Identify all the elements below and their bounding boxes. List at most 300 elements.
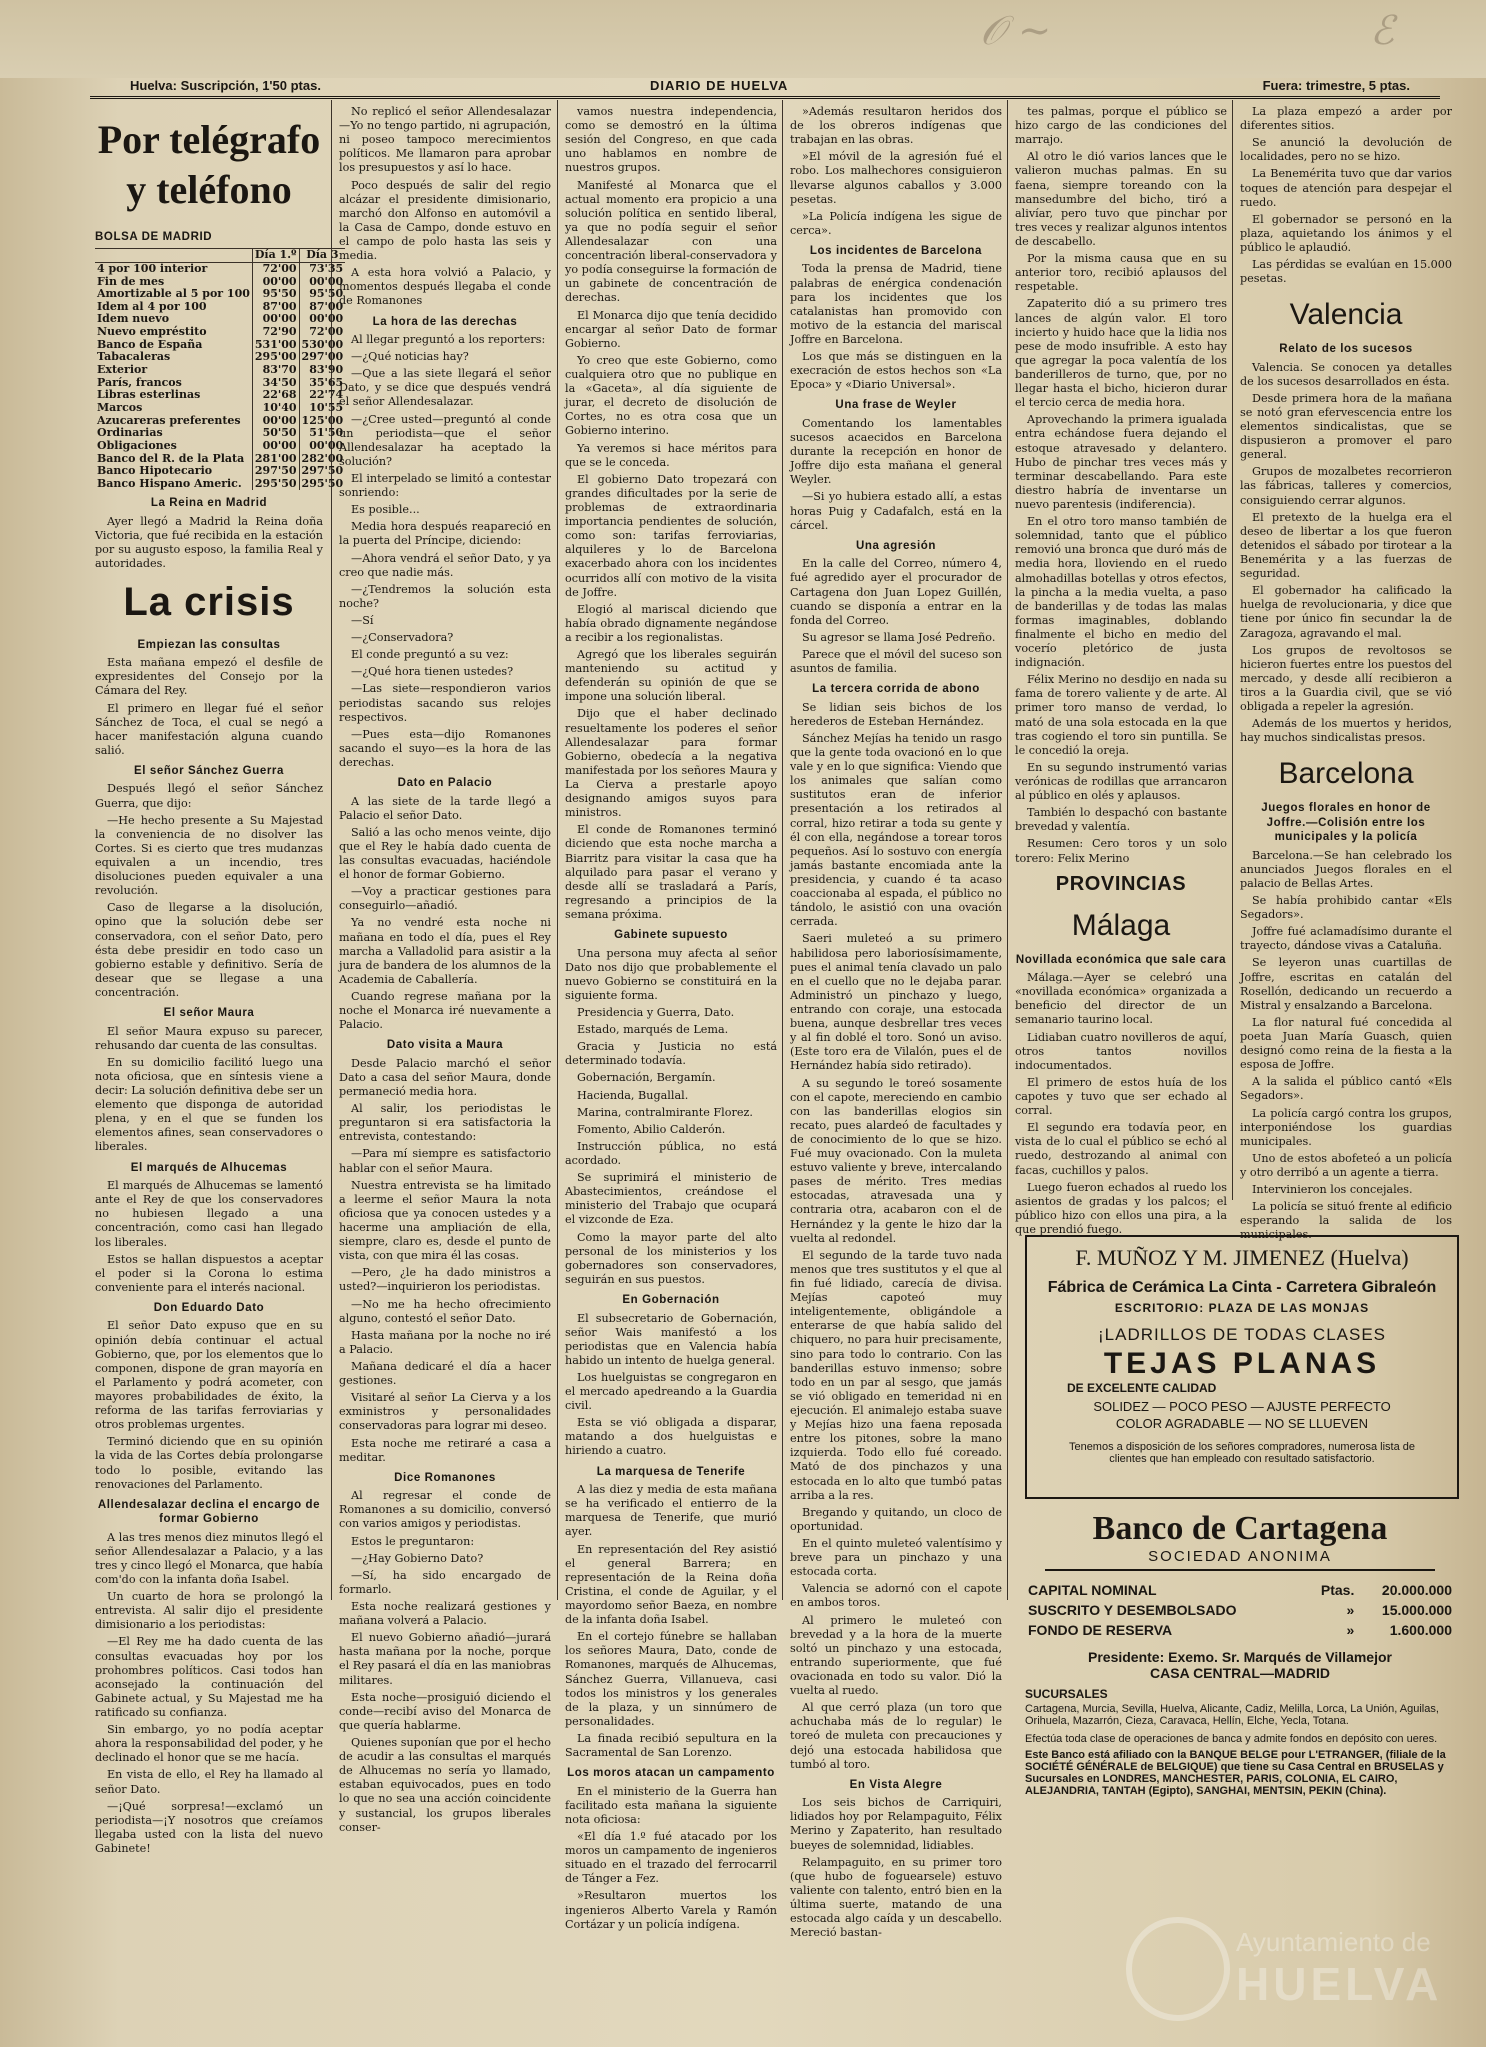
bolsa-row bbox=[95, 364, 345, 377]
article-paragraph: Instrucción pública, no está acordado. bbox=[565, 1139, 777, 1168]
article-paragraph: Al salir, los periodistas le preguntaron si era satisfactoria la entrevista, contestando: bbox=[339, 1102, 551, 1144]
article-paragraph: —Si yo hubiera estado allí, a estas horas Puig y Cadafalch, está en la cárcel. bbox=[790, 490, 1002, 532]
article-paragraph: A las diez y media de esta mañana se ha verificado el entierro de la marquesa de Tenerife, que murió ayer. bbox=[565, 1483, 777, 1539]
ad-solidez: SOLIDEZ — POCO PESO — AJUSTE PERFECTO bbox=[1093, 1399, 1391, 1414]
bank-capital-table bbox=[1025, 1579, 1455, 1641]
bolsa-price: 297'50 bbox=[252, 465, 299, 478]
subheading: La tercera corrida de abono bbox=[812, 683, 980, 696]
provincias-heading: PROVINCIAS bbox=[1055, 872, 1187, 895]
bank-sucursales: Cartagena, Murcia, Sevilla, Huelva, Alicante, Cadiz, Melilla, Lorca, La Unión, Aguilas, Orihuela, Mazarrón, Cieza, Caravaca, Hellín, Elche, Yecla, Totana. bbox=[1025, 1703, 1439, 1727]
bolsa-price: 83'90 bbox=[299, 364, 345, 377]
article-paragraph: Nuestra entrevista se ha limitado a leerme el señor Maura la nota oficiosa que ya conocen ustedes y a hacerme una ampliación de ella, siempre, claro es, desde el punto de vista, con que mira él las cosas. bbox=[339, 1178, 551, 1263]
bank-capital-row bbox=[1027, 1621, 1453, 1639]
article-paragraph: Félix Merino no desdijo en nada su fama de torero valiente y de arte. Al primer toro manso de verdad, lo mató de una sola estocada en la que tras cogiendo el toro sin puntilla. Se le concedió la oreja. bbox=[1015, 673, 1227, 757]
article-paragraph: Se leyeron unas cuartillas de Joffre, escritas en catalán del Rosellón, dedicando un recuerdo a Mistral y ensalzando a Barcelona. bbox=[1240, 956, 1452, 1012]
bolsa-price: 00'00 bbox=[299, 276, 345, 289]
bolsa-security-name: Azucareras preferentes bbox=[97, 413, 241, 427]
bank-president: Presidente: Exemo. Sr. Marqués de Villamejor bbox=[1088, 1649, 1392, 1665]
subheading: Los incidentes de Barcelona bbox=[809, 244, 983, 257]
article-paragraph: Los huelguistas se congregaron en el mercado apedreando a la Guardia civil. bbox=[565, 1370, 777, 1413]
article-paragraph: —¿Conservadora? bbox=[351, 631, 454, 645]
bolsa-header-day3: Día 3 bbox=[299, 249, 345, 263]
bank-capital-amount: 20.000.000 bbox=[1381, 1582, 1452, 1598]
bank-central: CASA CENTRAL—MADRID bbox=[1150, 1665, 1330, 1681]
bank-capital-label: CAPITAL NOMINAL bbox=[1028, 1582, 1157, 1598]
article-paragraph: —He hecho presente a Su Majestad la conveniencia de no disolver las Cortes. Si es cierto que tres mudanzas equivalen a un incendio, tres disoluciones pueden equivaler a una revolución. bbox=[95, 813, 323, 898]
bolsa-price: 72'00 bbox=[252, 262, 299, 275]
article-paragraph: Los seis bichos de Carriquiri, lidiados hoy por Relampaguito, Félix Merino y Zapaterito, han resultado bueyes de solemnidad, lidiables. bbox=[790, 1796, 1002, 1852]
article-paragraph: El marqués de Alhucemas se lamentó ante el Rey de que los conservadores no hubiesen llegado a una concentración, como casi han llegado los liberales. bbox=[95, 1179, 323, 1249]
watermark-line1: Ayuntamiento de bbox=[1236, 1927, 1431, 1957]
bolsa-security-name: Banco Hipotecario bbox=[97, 464, 213, 478]
article-paragraph: También lo despachó con bastante brevedad y valentía. bbox=[1015, 806, 1227, 834]
city-heading-valencia: Valencia bbox=[1289, 298, 1403, 332]
article-paragraph: El conde preguntó a su vez: bbox=[351, 648, 509, 662]
article-paragraph: Sánchez Mejías ha tenido un rasgo que la gente toda ovacionó en lo que vale y en lo que significa: Viendo que los animales que salían como sustitutos eran de inferior presentación a los retirados al corral, hizo retirar a toda su gente y él con ella, negándose a torear toros pequeños. Así lo sostuvo con energía jamás bastante encomiada ante la presidencia, y cuando é ta acaso coaccionaba al espada, el público no tándolo, le asistió con una ovación cerrada. bbox=[790, 731, 1002, 929]
bolsa-price: 295'50 bbox=[252, 478, 299, 491]
bolsa-price: 34'50 bbox=[252, 377, 299, 390]
article-paragraph: Gracia y Justicia no está determinado todavía. bbox=[565, 1040, 777, 1068]
bolsa-security-name: Fin de mes bbox=[97, 274, 165, 288]
ad-ladrillos: ¡LADRILLOS DE TODAS CLASES bbox=[1097, 1325, 1387, 1344]
subheading: La hora de las derechas bbox=[372, 315, 518, 328]
article-paragraph: El segundo de la tarde tuvo nada menos que tres sustitutos y el que al fin fué lidiado, carecía de divisa. Mejías capoteó muy inteligentemente, obligándole a enterarse de que había salido del chiquero, no para huir precisamente, sino para todo lo contrario. Con las banderillas estuvo inmenso; sobre todo en un par al sesgo, que jamás se vió obligado en temeridad ni en ejecución. El animalejo estaba suave y Mejías hizo una faena reposada entre los pitones, sobre la mano izquierda. Todo ello fué coreado. Mató de dos pinchazos y una estocada en lo alto que tumbó patas arriba a la res. bbox=[790, 1248, 1002, 1502]
article-paragraph: Los que más se distinguen en la execración de estos hechos son «La Epoca» y «Diario Universal». bbox=[790, 350, 1002, 392]
bolsa-row bbox=[95, 262, 345, 275]
article-paragraph: En el ministerio de la Guerra han facilitado esta mañana la siguiente nota oficiosa: bbox=[565, 1784, 777, 1826]
article-paragraph: —Las siete—respondieron varios periodistas sacando sus relojes respectivos. bbox=[339, 682, 551, 724]
bolsa-price: 00'00 bbox=[252, 415, 299, 428]
bolsa-security-name: Banco del R. de la Plata bbox=[97, 451, 245, 465]
bolsa-price: 22'74 bbox=[299, 389, 345, 402]
article-paragraph: Manifesté al Monarca que el actual momento era propicio a una solución política en sentido liberal, ya que no podía seguir el señor Allendesalazar con una concentración liberal-conservadora y yo podía conseguirse la formación de un gabinete de concentración de derechas. bbox=[565, 178, 777, 305]
article-paragraph: Se anunció la devolución de localidades, pero no se hizo. bbox=[1240, 136, 1452, 164]
article-paragraph: Su agresor se llama José Pedreño. bbox=[802, 630, 996, 644]
article-paragraph: Media hora después reapareció en la puerta del Príncipe, diciendo: bbox=[339, 520, 551, 548]
article-paragraph: Lidiaban cuatro novilleros de aquí, otros tantos novillos indocumentados. bbox=[1015, 1030, 1227, 1072]
article-paragraph: Como la mayor parte del alto personal de los ministerios y los gobernadores son conservadores, seguirán en sus puestos. bbox=[565, 1230, 777, 1286]
bolsa-price: 297'00 bbox=[299, 351, 345, 364]
bolsa-security-name: Idem nuevo bbox=[97, 312, 170, 326]
subheading: Dice Romanones bbox=[394, 1471, 496, 1484]
article-paragraph: vamos nuestra independencia, como se demostró en la última sesión del Congreso, en que cada uno hablamos en nombre de nuestros grupos. bbox=[565, 105, 777, 175]
article-paragraph: Presidencia y Guerra, Dato. bbox=[577, 1006, 735, 1020]
bolsa-price: 73'35 bbox=[299, 262, 345, 275]
subheading: En Vista Alegre bbox=[849, 1778, 943, 1791]
bolsa-price: 531'00 bbox=[252, 339, 299, 352]
bank-capital-unit: Ptas. bbox=[1320, 1582, 1355, 1598]
article-paragraph: Un cuarto de hora se prolongó la entrevista. Al salir dijo el presidente dimisionario a los periodistas: bbox=[95, 1590, 323, 1632]
bank-type: SOCIEDAD ANONIMA bbox=[1045, 1548, 1435, 1571]
article-paragraph: El señor Dato expuso que en su opinión debía continuar el actual Gobierno, que, por los elementos que lo componen, dispone de gran mayoría en el Parlamento y podrá acometer, con mayores probabilidades de éxito, la reforma de las tarifas ferroviarias y otros problemas urgentes. bbox=[95, 1319, 323, 1432]
bolsa-row bbox=[95, 478, 345, 491]
top-margin bbox=[0, 0, 1486, 78]
bank-capital-amount: 1.600.000 bbox=[1389, 1622, 1452, 1638]
article-paragraph: Parece que el móvil del suceso son asuntos de familia. bbox=[790, 647, 1002, 676]
article-paragraph: Salió a las ocho menos veinte, dijo que el Rey le había dado cuenta de las consultas evacuadas, haciéndole el honor de formar Gobierno. bbox=[339, 825, 551, 882]
handwritten-mark: ℰ bbox=[1370, 8, 1395, 54]
article-paragraph: Una persona muy afecta al señor Dato nos dijo que probablemente el nuevo Gobierno se constituirá en la siguiente forma. bbox=[565, 946, 777, 1002]
article-paragraph: Los grupos de revoltosos se hicieron fuertes entre los puestos del mercado, y desde allí recibieron a tiros a la Guardia civil, que se vió obligada a repeler la agresión. bbox=[1240, 643, 1452, 714]
article-paragraph: Al regresar el conde de Romanones a su domicilio, conversó con varios amigos y periodistas. bbox=[339, 1489, 551, 1531]
article-paragraph: Aprovechando la primera igualada entra echándose fuera dejando el estoque atravesado y delantero. Hubo de pinchar tres veces más y terminar descabellando. Para este diestro habría de inventarse un nuevo parentesis (indiferencia). bbox=[1015, 413, 1227, 511]
article-paragraph: Estos se hallan dispuestos a aceptar el poder si la Corona lo estima conveniente para el interés nacional. bbox=[95, 1252, 323, 1294]
article-paragraph: Comentando los lamentables sucesos acaecidos en Barcelona durante la recepción en honor de Joffre dijo esta mañana el general Weyler. bbox=[790, 416, 1002, 487]
article-paragraph: —¿Qué noticias hay? bbox=[351, 350, 469, 364]
bank-capital-rows bbox=[1027, 1581, 1453, 1639]
article-paragraph: Dijo que el haber declinado resueltamente los poderes el señor Allendesalazar para formar Gobierno, obedecía a la negativa manifestada por los señores Maura y La Cierva a prestarle apoyo designando amigos suyos para ministros. bbox=[565, 707, 777, 820]
article-paragraph: El Monarca dijo que tenía decidido encargar al señor Dato de formar Gobierno. bbox=[565, 308, 777, 350]
bolsa-row bbox=[95, 465, 345, 478]
article-paragraph: Terminó diciendo que en su opinión la vida de las Cortes debía prolongarse todo lo posible, evitando las renovaciones del Parlamento. bbox=[95, 1435, 323, 1491]
article-paragraph: Al que cerró plaza (un toro que achuchaba más de lo regular) le toreó de muleta con precauciones y dejó una estocada habilidosa que tumbó al toro. bbox=[790, 1701, 1002, 1771]
ad-color: COLOR AGRADABLE — NO SE LLUEVEN bbox=[1115, 1416, 1369, 1431]
article-paragraph: Las pérdidas se evalúan en 15.000 pesetas. bbox=[1240, 258, 1452, 286]
article-paragraph: El primero en llegar fué el señor Sánchez de Toca, el cual se negó a hacer manifestación alguna cuando salió. bbox=[95, 701, 323, 757]
article-paragraph: —Pues esta—dijo Romanones sacando el suyo—es la hora de las derechas. bbox=[339, 727, 551, 769]
article-paragraph: Caso de llegarse a la disolución, opino que la solución debe ser conservadora, con el señor Dato, pero ésta debe presidir en todo caso un gobierno estable y definitivo. Sería de desear que se llegase a una concentración. bbox=[95, 901, 323, 1000]
bank-capital-row bbox=[1027, 1601, 1453, 1619]
subheading: Allendesalazar declina el encargo de formar Gobierno bbox=[97, 1498, 321, 1526]
subheading: El señor Maura bbox=[163, 1007, 255, 1020]
article-paragraph: Mañana dedicaré el día a hacer gestiones. bbox=[339, 1359, 551, 1388]
bolsa-security-name: París, francos bbox=[97, 375, 182, 389]
reina-title: La Reina en Madrid bbox=[150, 497, 268, 510]
article-paragraph: Es posible... bbox=[351, 503, 420, 517]
article-paragraph: Joffre fué aclamadísimo durante el trayecto, dándose vivas a Cataluña. bbox=[1240, 925, 1452, 953]
bolsa-row bbox=[95, 326, 345, 339]
article-paragraph: El gobierno Dato tropezará con grandes dificultades por la serie de problemas de extraordinaria importancia pendientes de solución, como son: tarifas ferroviarias, alquileres y lo de Barcelona exacerbado ahora con los incidentes ocurridos allí con motivo de la visita de Joffre. bbox=[565, 472, 777, 599]
bank-sucursales-title: SUCURSALES bbox=[1025, 1687, 1108, 1701]
article-paragraph: A esta hora volvió a Palacio, y momentos después llegaba el conde de Romanones bbox=[339, 266, 551, 308]
article-paragraph: —Para mí siempre es satisfactorio hablar con el señor Maura. bbox=[339, 1147, 551, 1175]
subheading: En Gobernación bbox=[622, 1294, 720, 1307]
article-paragraph: Hasta mañana por la noche no iré a Palacio. bbox=[339, 1328, 551, 1356]
subheading: Dato visita a Maura bbox=[386, 1039, 504, 1052]
article-paragraph: Por la misma causa que en su anterior toro, recibió aplausos del respetable. bbox=[1015, 252, 1227, 294]
article-paragraph: —¿Hay Gobierno Dato? bbox=[351, 1551, 484, 1565]
article-paragraph: El interpelado se limitó a contestar sonriendo: bbox=[339, 472, 551, 500]
ad-footer: Tenemos a disposición de los señores compradores, numerosa lista de clientes que han empleado con resultado satisfactorio. bbox=[1068, 1441, 1416, 1465]
article-paragraph: La flor natural fué concedida al poeta Juan María Guasch, quien designó como reina de la fiesta a la esposa de Joffre. bbox=[1240, 1015, 1452, 1072]
bolsa-price: 00'00 bbox=[252, 276, 299, 289]
article-paragraph: —Sí bbox=[351, 613, 374, 627]
subheading: Don Eduardo Dato bbox=[153, 1301, 265, 1314]
article-paragraph: El subsecretario de Gobernación, señor Wais manifestó a los periodistas que en Valencia había habido un intento de huelga general. bbox=[565, 1311, 777, 1367]
article-paragraph: »La Policía indígena les sigue de cerca». bbox=[790, 209, 1002, 237]
article-paragraph: Esta noche me retiraré a casa a meditar. bbox=[339, 1436, 551, 1464]
bank-capital-label: SUSCRITO Y DESEMBOLSADO bbox=[1028, 1602, 1237, 1618]
bolsa-row bbox=[95, 427, 345, 440]
article-paragraph: A las tres menos diez minutos llegó el señor Allendesalazar a Palacio, y a las tres y cinco llegó el Monarca, que había com'do con la infanta doña Isabel. bbox=[95, 1530, 323, 1587]
article-paragraph: En su domicilio facilitó luego una nota oficiosa, que en síntesis viene a decir: La solución definitiva debe ser un elemento que disponga de autoridad plena, y en el que se funden los elementos afines, sean conservadores o liberales. bbox=[95, 1055, 323, 1154]
article-paragraph: Bregando y quitando, un cloco de oportunidad. bbox=[790, 1505, 1002, 1533]
subheading: Relato de los sucesos bbox=[1279, 343, 1413, 356]
article-paragraph: En el quinto muleteó valentísimo y breve para un pinchazo y una estocada corta. bbox=[790, 1537, 1002, 1579]
article-paragraph: Luego fueron echados al ruedo los asientos de gradas y los palcos; el público hizo con ellos una pira, a la que prendió fuego. bbox=[1015, 1180, 1227, 1237]
article-paragraph: Intervinieron los concejales. bbox=[1252, 1183, 1413, 1197]
article-paragraph: El pretexto de la huelga era el deseo de libertar a los que fueron detenidos el sábado por tirotear a la Benemérita y a las fuerzas de seguridad. bbox=[1240, 510, 1452, 581]
article-paragraph: En el otro toro manso también de solemnidad, tanto que el público removió una bronca que duró más de media hora, lloviendo en el ruedo almohadillas botellas y otros efectos, la pincha a la media vuelta, a paso de banderillas y de todas las malas formas imaginables, doblando finalmente el bicho en medio del vocerío pletórico de justa indignación. bbox=[1015, 515, 1227, 670]
bolsa-price: 00'00 bbox=[252, 440, 299, 453]
bolsa-header-row bbox=[95, 249, 345, 263]
article-paragraph: Uno de estos abofeteó a un policía y otro derribó a un agente a tierra. bbox=[1240, 1151, 1452, 1179]
article-paragraph: Se suprimirá el ministerio de Abastecimientos, creándose el ministerio del Trabajo que ocupará el vizconde de Eza. bbox=[565, 1171, 777, 1227]
subheading: Una agresión bbox=[855, 539, 937, 552]
bank-capital-row bbox=[1027, 1581, 1453, 1599]
ad-firm-name: F. MUÑOZ Y M. JIMENEZ (Huelva) bbox=[1075, 1245, 1409, 1270]
coat-of-arms-icon bbox=[1126, 1917, 1230, 2021]
bolsa-header-day1: Día 1.º bbox=[252, 249, 299, 263]
article-paragraph: Ya no vendré esta noche ni mañana en todo el día, pues el Rey marcha a Valladolid para asistir a la jura de bandera de los alumnos de la Academia de Caballería. bbox=[339, 916, 551, 986]
article-paragraph: »Resultaron muertos los ingenieros Alberto Varela y Ramón Cortázar y un policía indígena. bbox=[565, 1889, 777, 1931]
bank-name: Banco de Cartagena bbox=[1092, 1510, 1388, 1547]
article-paragraph: La policía se situó frente al edificio esperando la salida de los municipales. bbox=[1240, 1200, 1452, 1242]
article-paragraph: El segundo era todavía peor, en vista de lo cual el público se echó al ruedo, destrozando al animal con facas, cuchillos y palos. bbox=[1015, 1121, 1227, 1177]
handwritten-mark: 𝒪 ∼ bbox=[980, 8, 1052, 54]
article-paragraph: Al otro le dió varios lances que le valieron muchas palmas. En su faena, siempre toreando con la mansedumbre del bicho, tiró a alivíar, pero tuvo que pinchar por tres veces y realizar algunos intentos de descabello. bbox=[1015, 150, 1227, 248]
bolsa-price: 00'00 bbox=[252, 313, 299, 326]
article-paragraph: Marina, contralmirante Florez. bbox=[577, 1105, 753, 1119]
ad-calidad: DE EXCELENTE CALIDAD bbox=[1067, 1381, 1217, 1395]
column-rule bbox=[1007, 100, 1008, 1600]
bolsa-price: 51'50 bbox=[299, 427, 345, 440]
article-paragraph: Al llegar preguntó a los reporters: bbox=[351, 333, 546, 347]
bolsa-price: 282'00 bbox=[299, 453, 345, 466]
bolsa-price: 87'00 bbox=[252, 301, 299, 314]
article-paragraph: En vista de ello, el Rey ha llamado al señor Dato. bbox=[95, 1768, 323, 1796]
bolsa-price: 50'50 bbox=[252, 427, 299, 440]
article-paragraph: »El móvil de la agresión fué el robo. Los malhechores consiguieron llevarse algunos caballos y 3.000 pesetas. bbox=[790, 150, 1002, 206]
article-paragraph: Además de los muertos y heridos, hay muchos sindicalistas presos. bbox=[1240, 717, 1452, 745]
header-subscription-local: Huelva: Suscripción, 1'50 ptas. bbox=[130, 78, 321, 93]
subheading: La marquesa de Tenerife bbox=[596, 1465, 746, 1478]
article-paragraph: —¿Cree usted—preguntó al conde un periodista—que el señor Allendesalazar ha aceptado la solución? bbox=[339, 412, 551, 468]
bolsa-price: 10'40 bbox=[252, 402, 299, 415]
bolsa-row bbox=[95, 440, 345, 453]
article-paragraph: El conde de Romanones terminó diciendo que esta noche marcha a Biarritz para visitar la casa que ha alquilado para pasar el verano y desde allí se trasladará a París, regresando a principios de la semana próxima. bbox=[565, 823, 777, 922]
article-paragraph: A la salida el público cantó «Els Segadors». bbox=[1240, 1075, 1452, 1103]
bolsa-security-name: Libras esterlinas bbox=[97, 388, 201, 402]
bolsa-security-name: 4 por 100 interior bbox=[97, 261, 208, 275]
article-paragraph: La plaza empezó a arder por diferentes sitios. bbox=[1240, 105, 1452, 133]
article-paragraph: Esta se vió obligada a disparar, matando a dos huelguistas e hiriendo a cuatro. bbox=[565, 1416, 777, 1458]
ad-tejas-planas: TEJAS PLANAS bbox=[1103, 1347, 1381, 1380]
article-paragraph: Esta noche realizará gestiones y mañana volverá a Palacio. bbox=[339, 1600, 551, 1628]
bank-operations: Efectúa toda clase de operaciones de banca y admite fondos en depósito con ueres. bbox=[1025, 1733, 1438, 1745]
bolsa-security-name: Amortizable al 5 por 100 bbox=[97, 287, 250, 301]
article-paragraph: »Además resultaron heridos dos de los obreros indígenas que trabajan en las obras. bbox=[790, 105, 1002, 147]
bolsa-price: 72'90 bbox=[252, 326, 299, 339]
article-paragraph: Relampaguito, en su primer toro (que hubo de foguearsele) estuvo valiente con talento, entró bien en la última suerte, matando de una estocada algo caída y un descabello. Mereció bastan- bbox=[790, 1855, 1002, 1940]
section-title: Por telégrafo y teléfono bbox=[97, 117, 321, 213]
ceramica-advertisement bbox=[1025, 1235, 1459, 1499]
page-header bbox=[90, 78, 1440, 99]
article-paragraph: Desde primera hora de la mañana se notó gran efervescencia entre los elementos sindicalistas, que se dispusieron a promover el paro general. bbox=[1240, 391, 1452, 462]
article-paragraph: Al primero le muleteó con brevedad y a la hora de la muerte soltó un pinchazo y una estocada, entrando superiormente, que fué ovacionada en todo su valor. Dió la vuelta al ruedo. bbox=[790, 1613, 1002, 1698]
article-paragraph: —Voy a practicar gestiones para conseguirlo—añadió. bbox=[339, 885, 551, 913]
article-paragraph: Se lidian seis bichos de los herederos de Esteban Hernández. bbox=[790, 700, 1002, 728]
article-paragraph: Ayer llegó a Madrid la Reina doña Victoria, que fué recibida en la estación por su augusto esposo, la familia Real y autoridades. bbox=[95, 514, 323, 571]
bank-capital-amount: 15.000.000 bbox=[1381, 1602, 1452, 1618]
article-paragraph: Esta mañana empezó el desfile de expresidentes del Consejo por la Cámara del Rey. bbox=[95, 656, 323, 698]
bolsa-price: 00'00 bbox=[299, 440, 345, 453]
article-paragraph: La Benemérita tuvo que dar varios toques de atención para despejar el ruedo. bbox=[1240, 167, 1452, 209]
article-paragraph: Resumen: Cero toros y un solo torero: Felix Merino bbox=[1015, 837, 1227, 865]
column-rule bbox=[782, 100, 783, 1600]
subheading: El señor Sánchez Guerra bbox=[134, 765, 284, 777]
column-5 bbox=[1015, 105, 1227, 1237]
article-paragraph: Barcelona.—Se han celebrado los anunciados Juegos florales en el palacio de Bellas Artes. bbox=[1240, 848, 1452, 890]
article-paragraph: Cuando regrese mañana por la noche el Monarca iré nuevamente a Palacio. bbox=[339, 989, 551, 1032]
article-paragraph: En la calle del Correo, número 4, fué agredido ayer el procurador de Cartagena don Juan Lopez Guillén, cuando se disponía a entrar en la fonda del Correo. bbox=[790, 557, 1002, 627]
article-paragraph: Desde Palacio marchó el señor Dato a casa del señor Maura, donde permaneció media hora. bbox=[339, 1056, 551, 1099]
bolsa-price: 72'00 bbox=[299, 326, 345, 339]
subheading: Una frase de Weyler bbox=[835, 399, 957, 412]
article-paragraph: Después llegó el señor Sánchez Guerra, que dijo: bbox=[95, 782, 323, 810]
bolsa-security-name: Ordinarias bbox=[97, 426, 163, 440]
city-heading-malaga: Málaga bbox=[1071, 908, 1171, 942]
article-paragraph: En representación del Rey asistió el general Barrera; en representación de la Reina doña Cristina, el conde de Aguilar, y el mayordomo señor Baeza, en nombre de la infanta doña Isabel. bbox=[565, 1542, 777, 1627]
bolsa-price: 10'55 bbox=[299, 402, 345, 415]
article-paragraph: No replicó el señor Allendesalazar—Yo no tengo partido, ni agrupación, ni poseo tampoco merecimientos políticos. Me llamaron para aprobar los presupuestos y así lo hace. bbox=[339, 105, 551, 175]
archive-watermark bbox=[1116, 1907, 1446, 2017]
bolsa-security-name: Nuevo empréstito bbox=[97, 325, 207, 339]
article-paragraph: El primero de estos huía de los capotes y tuvo que ser echado al corral. bbox=[1015, 1075, 1227, 1118]
article-paragraph: Toda la prensa de Madrid, tiene palabras de enérgica condenación para los incidentes que los catalanistas han promovido con motivo de la estancia del mariscal Joffre en Barcelona. bbox=[790, 262, 1002, 347]
article-paragraph: Yo creo que este Gobierno, como cualquiera otro que no publique en la «Gaceta», al día siguiente de jurar, el decreto de disolución de Cortes, no es otra cosa que un Gobierno interino. bbox=[565, 353, 777, 438]
article-paragraph: Grupos de mozalbetes recorrieron las fábricas, talleres y comercios, consiguiendo cerrar algunos. bbox=[1240, 465, 1452, 507]
bolsa-price: 295'50 bbox=[299, 478, 345, 491]
article-paragraph: Zapaterito dió a su primero tres lances de algún valor. El toro incierto y huido hace que la lidia nos pese de modo insufrible. A esto hay que agregar la poca valentía de los banderilleros de turno, que, por no llegar hasta el bicho, hicieron durar el tercio cerca de media hora. bbox=[1015, 297, 1227, 410]
article-paragraph: El gobernador se personó en la plaza, aquietando los ánimos y el público le aplaudió. bbox=[1240, 212, 1452, 254]
article-paragraph: «El día 1.º fué atacado por los moros un campamento de ingenieros situado en el trazado del ferrocarril de Tánger a Fez. bbox=[565, 1829, 777, 1886]
article-paragraph: El señor Maura expuso su parecer, rehusando dar cuenta de las consultas. bbox=[95, 1024, 323, 1052]
article-paragraph: Ya veremos si hace méritos para que se le conceda. bbox=[565, 441, 777, 469]
article-paragraph: —El Rey me ha dado cuenta de las consultas evacuadas hoy por los prohombres políticos. Casi todos han aconsejado la continuación del Gabinete actual, y Su Majestad me ha ratificado su confianza. bbox=[95, 1635, 323, 1720]
bolsa-security-name: Marcos bbox=[97, 400, 143, 414]
column-3 bbox=[565, 105, 777, 2005]
bolsa-security-name: Exterior bbox=[97, 363, 148, 377]
article-paragraph: El nuevo Gobierno añadió—jurará hasta mañana por la noche, porque el Rey pasará el día en las maniobras militares. bbox=[339, 1631, 551, 1687]
bolsa-price: 95'50 bbox=[252, 288, 299, 301]
bolsa-price: 295'00 bbox=[252, 351, 299, 364]
article-paragraph: Estos le preguntaron: bbox=[351, 1534, 475, 1548]
article-paragraph: tes palmas, porque el público se hizo cargo de las condiciones del marrajo. bbox=[1015, 105, 1227, 147]
column-6 bbox=[1240, 105, 1452, 1242]
bolsa-table bbox=[95, 248, 345, 490]
bolsa-security-name: Banco Hispano Americ. bbox=[97, 476, 242, 490]
bolsa-price: 297'50 bbox=[299, 465, 345, 478]
article-paragraph: Esta noche—prosiguió diciendo el conde—recibí aviso del Monarca de que quería hablarme. bbox=[339, 1690, 551, 1732]
article-paragraph: Hacienda, Bugallal. bbox=[577, 1088, 689, 1102]
article-paragraph: Estado, marqués de Lema. bbox=[577, 1023, 729, 1037]
article-paragraph: Quienes suponían que por el hecho de acudir a las consultas el marqués de Alhucemas no sería yo llamado, estaban equivocados, pues en todo lo que no sea una acción coincidente y sustancial, los grupos liberales conser- bbox=[339, 1735, 551, 1834]
subheading: El marqués de Alhucemas bbox=[130, 1161, 288, 1174]
article-paragraph: —Pero, ¿le ha dado ministros a usted?—inquirieron los periodistas. bbox=[339, 1266, 551, 1294]
article-paragraph: La finada recibió sepultura en la Sacramental de San Lorenzo. bbox=[565, 1731, 777, 1760]
article-paragraph: Fomento, Abilio Calderón. bbox=[577, 1122, 726, 1136]
article-paragraph: Valencia. Se conocen ya detalles de los sucesos desarrollados en ésta. bbox=[1240, 360, 1452, 388]
bolsa-row bbox=[95, 402, 345, 415]
bolsa-security-name: Idem al 4 por 100 bbox=[97, 299, 207, 313]
article-paragraph: Poco después de salir del regio alcázar el presidente dimisionario, marchó don Alfonso en automóvil a la Casa de Campo, donde estuvo en el campo de polo hasta las seis y media. bbox=[339, 178, 551, 263]
article-paragraph: El gobernador ha calificado la huelga de revolucionaria, y dice que tiene por único fin secundar la de Zaragoza, agravando el mal. bbox=[1240, 584, 1452, 640]
subheading: Juegos florales en honor de Joffre.—Colisión entre los municipales y la policía bbox=[1261, 802, 1431, 844]
watermark-line2: HUELVA bbox=[1236, 1958, 1443, 2010]
city-heading-barcelona: Barcelona bbox=[1278, 757, 1414, 791]
header-newspaper-name: DIARIO DE HUELVA bbox=[650, 78, 789, 93]
article-paragraph: La policía cargó contra los grupos, interponiéndose los guardias municipales. bbox=[1240, 1106, 1452, 1148]
column-rule bbox=[1232, 100, 1233, 1200]
bank-capital-label: FONDO DE RESERVA bbox=[1028, 1622, 1173, 1638]
bank-affiliation: Este Banco está afiliado con la BANQUE BELGE pour L'ETRANGER, (filiale de la SOCIÉTÉ GÉNÉRALE de BELGIQUE) que tiene su Casa Central en BRUSELAS y Sucursales en LONDRES, MANCHESTER, PARIS, COLONIA, EL CAIRO, ALEJANDRIA, TANTAH (Egipto), SANGHAI, MENTSIN, PEKIN (China). bbox=[1025, 1749, 1446, 1797]
article-paragraph: —¡Qué sorpresa!—exclamó un periodista—¡Y nosotros que creíamos llegaba usted con la lista del nuevo Gabinete! bbox=[95, 1799, 323, 1856]
article-paragraph: Málaga.—Ayer se celebró una «novillada económica» organizada a beneficio del director de un semanario taurino local. bbox=[1015, 971, 1227, 1027]
article-paragraph: —Que a las siete llegará el señor Dato, y se dice que después vendrá el señor Allendesalazar. bbox=[339, 367, 551, 409]
bolsa-price: 22'68 bbox=[252, 389, 299, 402]
article-paragraph: —¿Qué hora tienen ustedes? bbox=[351, 665, 514, 679]
bolsa-price: 87'00 bbox=[299, 301, 345, 314]
subheading: Dato en Palacio bbox=[397, 777, 493, 790]
bolsa-price: 35'65 bbox=[299, 377, 345, 390]
article-paragraph: Agregó que los liberales seguirán manteniendo su actitud y defenderán su opinión de que se impone una solución liberal. bbox=[565, 648, 777, 704]
column-1 bbox=[95, 105, 344, 2005]
bolsa-price: 530'00 bbox=[299, 339, 345, 352]
bolsa-price: 95'50 bbox=[299, 288, 345, 301]
column-2 bbox=[339, 105, 551, 2005]
ad-factory: Fábrica de Cerámica La Cinta - Carretera Gibraleón bbox=[1047, 1279, 1437, 1296]
article-paragraph: Elogió al mariscal diciendo que había obrado dignamente negándose a recibir a los regionalistas. bbox=[565, 602, 777, 644]
header-subscription-outside: Fuera: trimestre, 5 ptas. bbox=[1262, 78, 1410, 93]
bolsa-row bbox=[95, 288, 345, 301]
article-paragraph: Visitaré al señor La Cierva y a los exministros y personalidades conservadoras para lograr mi deseo. bbox=[339, 1391, 551, 1433]
bolsa-security-name: Obligaciones bbox=[97, 438, 177, 452]
article-paragraph: —Sí, ha sido encargado de formarlo. bbox=[339, 1568, 551, 1596]
article-paragraph: A su segundo le toreó sosamente con el capote, mereciendo en cambio con las banderillas elogios sin recato, pues alardeó de facultades y de conocimiento de lo que se hizo. Fué muy ovacionado. Con la muleta estuvo valiente y breve, intercalando pases de mérito. Tres medias estocadas, atravesada una y contraria otra, acabaron con el de Hernández y la gente le hizo dar la vuelta al redondel. bbox=[790, 1076, 1002, 1245]
bolsa-rows bbox=[95, 262, 345, 490]
bolsa-price: 281'00 bbox=[252, 453, 299, 466]
bolsa-security-name: Banco de España bbox=[97, 337, 203, 351]
subheading: Empiezan las consultas bbox=[137, 638, 281, 651]
article-paragraph: —No me ha hecho ofrecimiento alguno, contestó el señor Dato. bbox=[339, 1297, 551, 1325]
crisis-headline: La crisis bbox=[123, 580, 295, 625]
article-paragraph: —¿Tendremos la solución esta noche? bbox=[339, 582, 551, 610]
column-rule bbox=[557, 100, 558, 1600]
column-4 bbox=[790, 105, 1002, 2005]
subheading: Gabinete supuesto bbox=[614, 929, 728, 942]
subheading: Los moros atacan un campamento bbox=[567, 1767, 775, 1780]
article-paragraph: A las siete de la tarde llegó a Palacio el señor Dato. bbox=[339, 794, 551, 822]
ad-office: ESCRITORIO: PLAZA DE LAS MONJAS bbox=[1114, 1301, 1370, 1315]
article-paragraph: Se había prohibido cantar «Els Segadors». bbox=[1240, 894, 1452, 922]
bolsa-title: BOLSA DE MADRID bbox=[95, 230, 213, 243]
bolsa-security-name: Tabacaleras bbox=[97, 350, 171, 364]
subheading: Novillada económica que sale cara bbox=[1015, 953, 1227, 966]
article-paragraph: Saeri muleteó a su primero habilidosa pero laboriosísimamente, pues el animal tenía clavado un palo en el cuello que no le dejaba parar. Administró un pinchazo y luego, entrando con coraje, una estocada buena, aunque desbrellar tres veces y al fin doblé el toro. Sonó un aviso. (Este toro era de Vilalón, pues el de Hernández había sido retirado). bbox=[790, 932, 1002, 1073]
bank-capital-unit: » bbox=[1346, 1602, 1355, 1618]
article-paragraph: Sin embargo, yo no podía aceptar ahora la responsabilidad del poder, y he declinado el honor que se me hacía. bbox=[95, 1723, 323, 1765]
article-paragraph: Gobernación, Bergamín. bbox=[577, 1071, 716, 1085]
article-paragraph: Valencia se adornó con el capote en ambos toros. bbox=[790, 1582, 1002, 1610]
bank-capital-unit: » bbox=[1346, 1622, 1355, 1638]
article-paragraph: —Ahora vendrá el señor Dato, y ya creo que nadie más. bbox=[339, 551, 551, 579]
article-paragraph: En su segundo instrumentó varias verónicas de rodillas que arrancaron al público en olés y aplausos. bbox=[1015, 760, 1227, 803]
bolsa-price: 125'00 bbox=[299, 415, 345, 428]
bolsa-price: 83'70 bbox=[252, 364, 299, 377]
bolsa-price: 00'00 bbox=[299, 313, 345, 326]
article-paragraph: En el cortejo fúnebre se hallaban los señores Maura, Dato, conde de Romanones, marqués de Alhucemas, Sánchez Guerra, Villanueva, casi todos los ministros y los generales de la plaza, y un sinnúmero de personalidades. bbox=[565, 1630, 777, 1728]
